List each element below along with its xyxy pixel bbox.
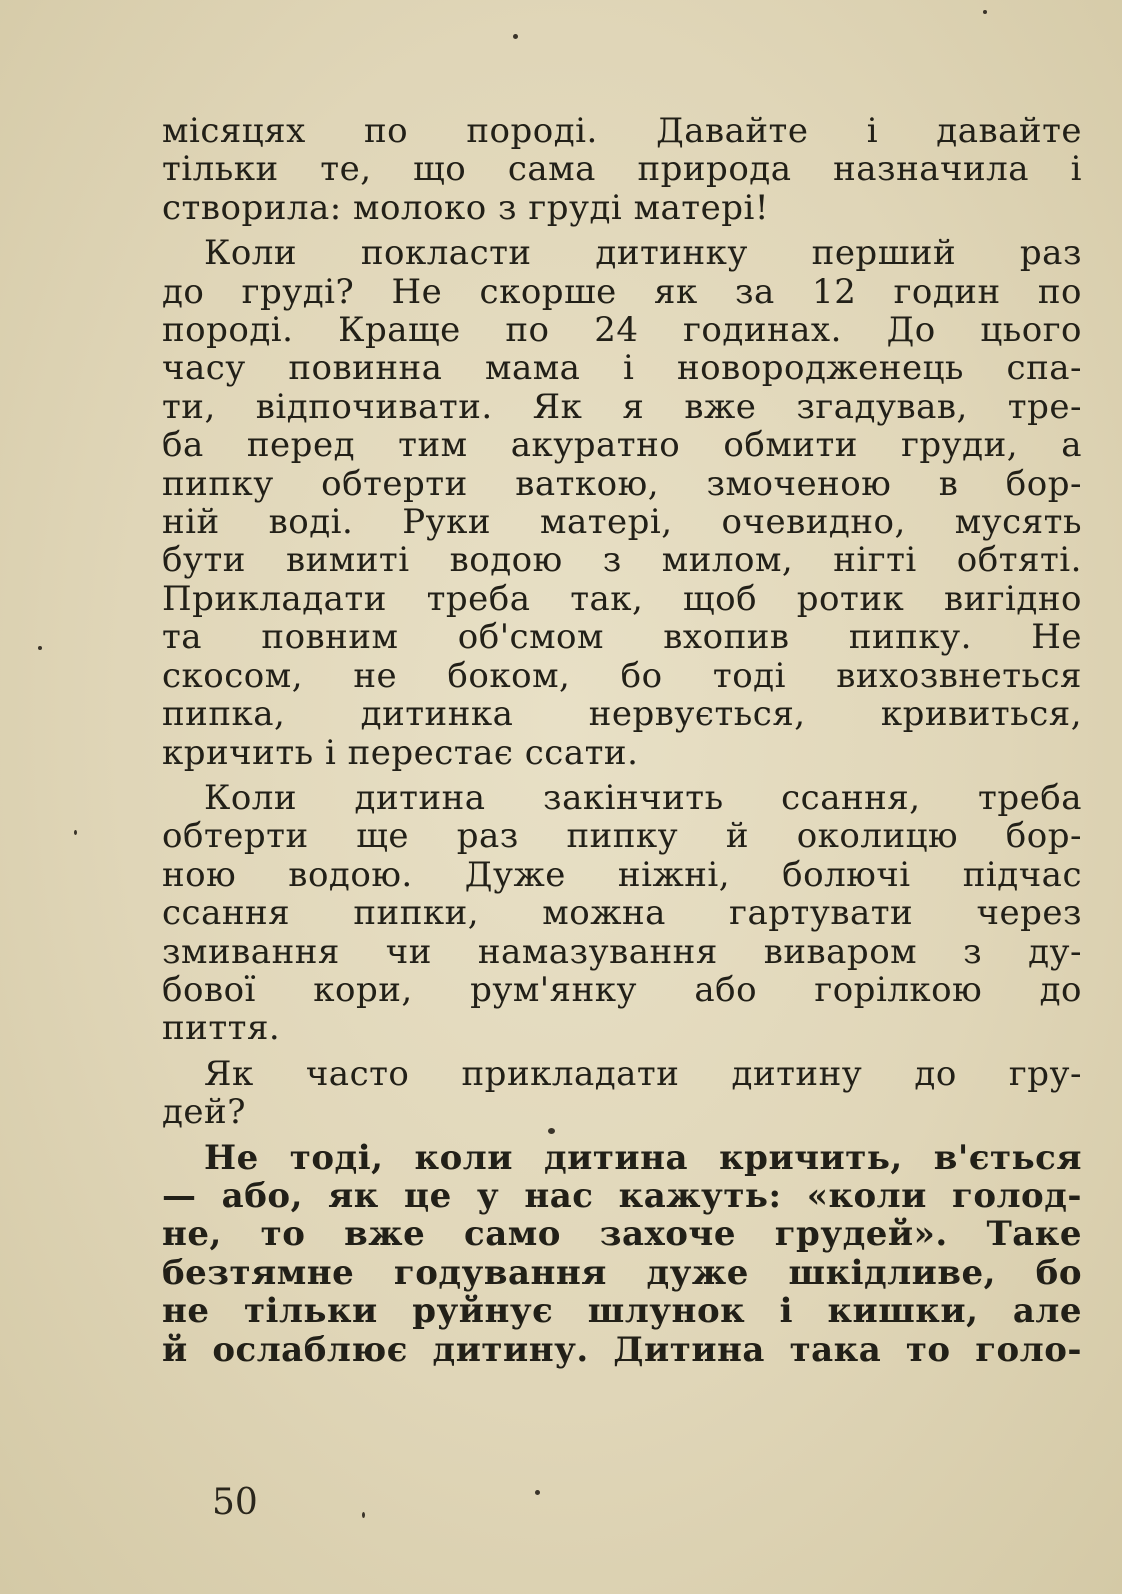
text-line: й ослаблює дитину. Дитина така то голо-: [162, 1329, 1082, 1370]
text-line: Коли покласти дитинку перший раз: [204, 233, 1082, 274]
text-line: — або, як це у нас кажуть: «коли голод-: [162, 1175, 1082, 1216]
paragraph-1: [162, 112, 1082, 227]
text-line: ти, відпочивати. Як я вже згадував, тре-: [162, 386, 1082, 427]
text-line: обтерти ще раз пипку й околицю бор-: [162, 816, 1082, 857]
text-line: тільки те, що сама природа назначила і: [162, 149, 1082, 190]
text-line: змивання чи намазування виваром з ду-: [162, 931, 1082, 972]
print-speck: [548, 1128, 555, 1134]
print-speck: [983, 10, 987, 14]
text-line: не тільки руйнує шлунок і кишки, але: [162, 1291, 1082, 1332]
text-line: дей?: [162, 1092, 246, 1133]
text-line: часу повинна мама і новородженець спа-: [162, 348, 1082, 389]
text-line: кричить і перестає ссати.: [162, 732, 639, 773]
print-speck: [535, 1490, 540, 1495]
print-speck: [513, 34, 518, 39]
text-line: породі. Краще по 24 годинах. До цього: [162, 310, 1082, 351]
text-line: Прикладати треба так, щоб ротик вигідно: [162, 578, 1082, 619]
text-line: місяцях по породі. Давайте і давайте: [162, 111, 1082, 151]
text-line: Не тоді, коли дитина кричить, в'ється: [204, 1137, 1082, 1178]
text-line: ною водою. Дуже ніжні, болючі підчас: [162, 854, 1082, 895]
page-number: 50: [212, 1482, 258, 1523]
print-speck: [362, 1512, 365, 1518]
text-line: до груді? Не скорше як за 12 годин по: [162, 271, 1082, 312]
text-line: ній воді. Руки матері, очевидно, мусять: [162, 502, 1082, 543]
text-line: та повним об'смом вхопив пипку. Не: [162, 617, 1082, 658]
text-line: скосом, не боком, бо тоді вихозвнеться: [162, 655, 1082, 696]
text-line: бути вимиті водою з милом, нігті обтяті.: [162, 540, 1082, 581]
paragraph-2: [162, 234, 1082, 772]
paragraph-3: [162, 779, 1082, 1048]
text-line: створила: молоко з груді матері!: [162, 187, 770, 228]
text-line: ба перед тим акуратно обмити груди, а: [162, 425, 1082, 466]
text-line: пиття.: [162, 1008, 281, 1049]
text-line: Як часто прикладати дитину до гру-: [204, 1053, 1082, 1094]
text-line: бової кори, рум'янку або горілкою до: [162, 969, 1082, 1010]
text-line: пипка, дитинка нервується, кривиться,: [162, 694, 1082, 735]
text-line: пипку обтерти ваткою, змоченою в бор-: [162, 463, 1082, 504]
paragraph-4: [162, 1055, 1082, 1132]
print-speck: [38, 646, 42, 650]
text-line: Коли дитина закінчить ссання, треба: [204, 777, 1082, 818]
text-line: безтямне годування дуже шкідливе, бо: [162, 1252, 1082, 1293]
page-text: [162, 112, 1082, 1369]
text-line: не, то вже само захоче грудей». Таке: [162, 1214, 1082, 1255]
print-speck: [74, 830, 77, 835]
text-line: ссання пипки, можна гартувати через: [162, 893, 1082, 934]
paragraph-5: [162, 1139, 1082, 1369]
